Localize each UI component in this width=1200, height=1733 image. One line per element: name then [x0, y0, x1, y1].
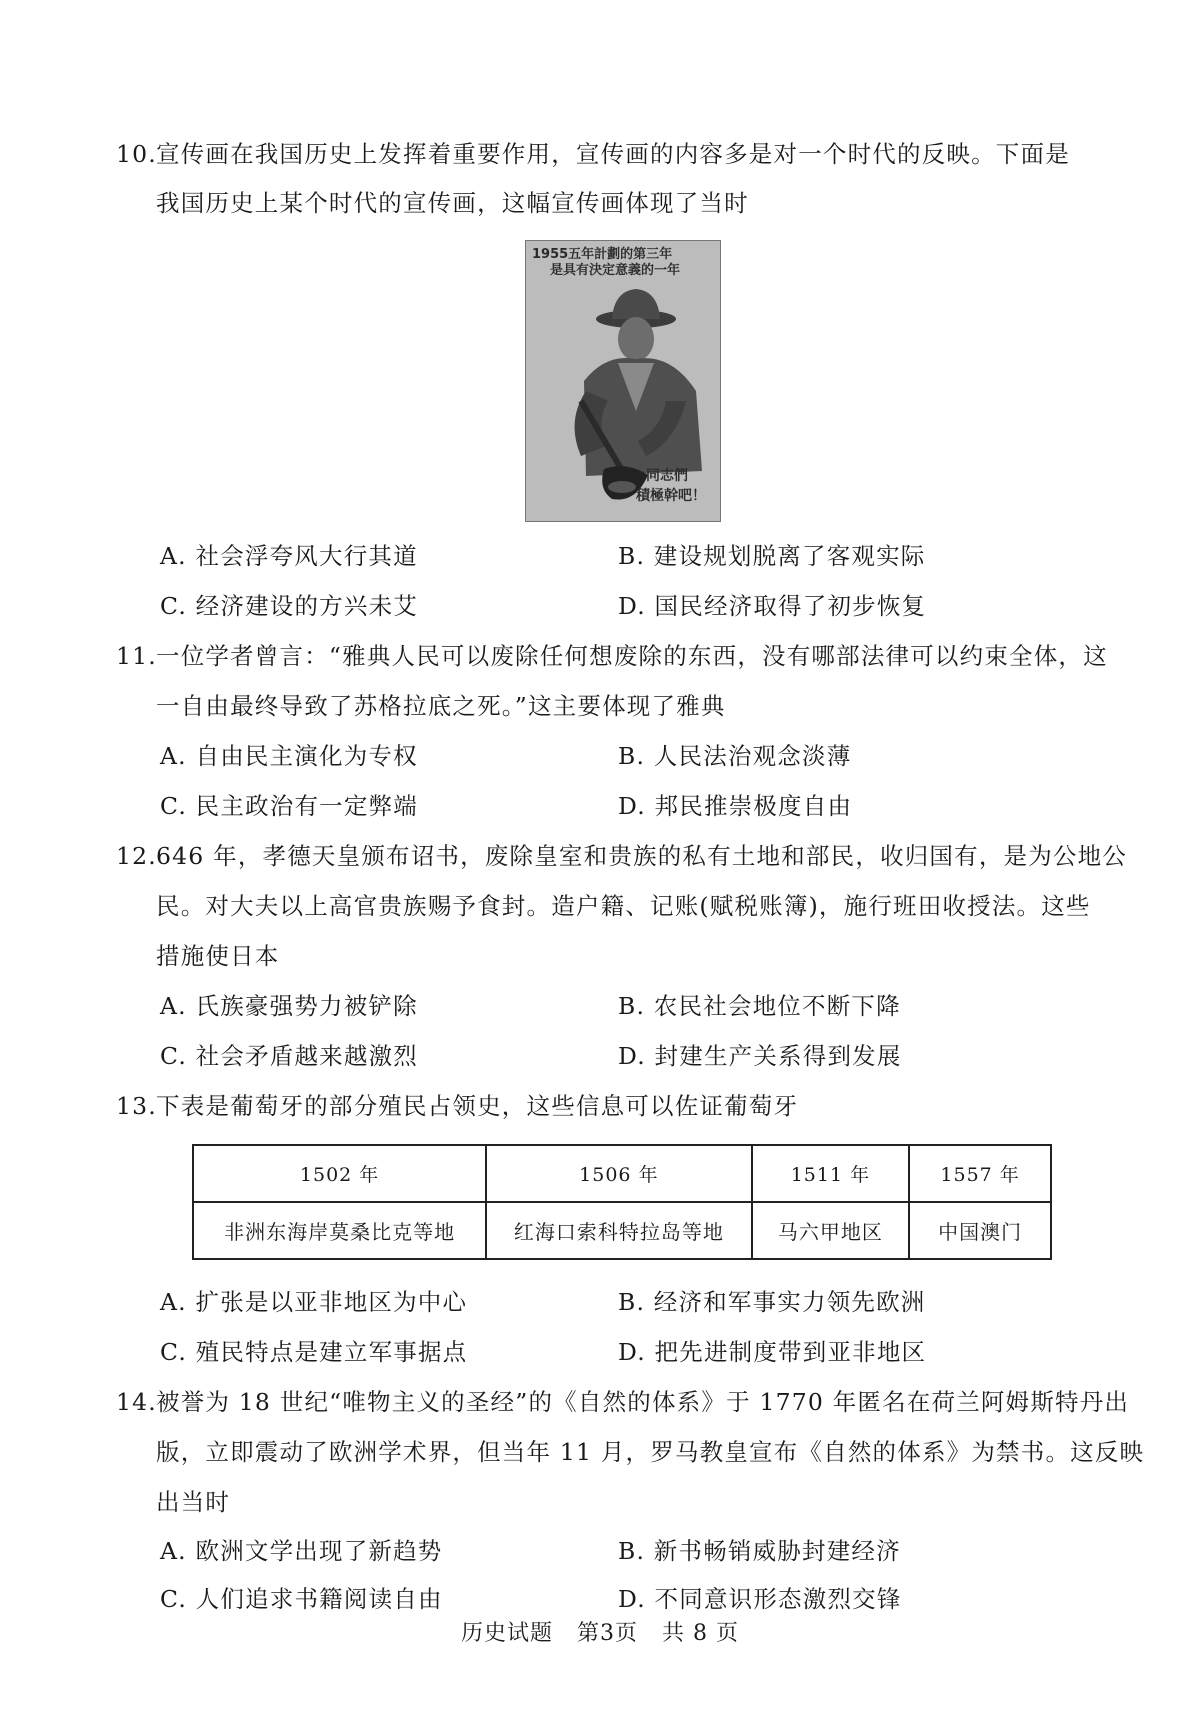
table-row — [193, 1145, 1051, 1202]
question-stem-line: 646 年，孝德天皇颁布诏书，废除皇室和贵族的私有土地和部民，收归国有，是为公地公 — [156, 842, 1128, 870]
question-stem-line: 一位学者曾言：“雅典人民可以废除任何想废除的东西，没有哪部法律可以约束全体，这 — [156, 642, 1108, 670]
question-stem-line: 版，立即震动了欧洲学术界，但当年 11 月，罗马教皇宣布《自然的体系》为禁书。这反映 — [156, 1438, 1145, 1466]
question-stem-line: 一自由最终导致了苏格拉底之死。”这主要体现了雅典 — [156, 692, 726, 720]
option-d[interactable]: D. 国民经济取得了初步恢复 — [618, 592, 927, 620]
table-row — [193, 1202, 1051, 1259]
option-d[interactable]: D. 封建生产关系得到发展 — [618, 1042, 902, 1070]
option-c[interactable]: C. 社会矛盾越来越激烈 — [160, 1042, 418, 1070]
poster-top-slogan: 1955五年計劃的第三年 — [532, 247, 673, 262]
option-a[interactable]: A. 社会浮夸风大行其道 — [160, 542, 418, 570]
page-footer — [0, 1616, 1200, 1647]
table-cell-place: 中国澳门 — [909, 1202, 1051, 1259]
question-number: 11. — [116, 642, 157, 670]
option-a[interactable]: A. 自由民主演化为专权 — [160, 742, 418, 770]
option-b[interactable]: B. 人民法治观念淡薄 — [618, 742, 852, 770]
option-d[interactable]: D. 把先进制度带到亚非地区 — [618, 1338, 927, 1366]
poster-bottom-slogan: 同志們 — [646, 468, 688, 484]
question-stem-line: 我国历史上某个时代的宣传画，这幅宣传画体现了当时 — [156, 189, 749, 217]
question-number: 10. — [116, 140, 157, 168]
option-c[interactable]: C. 殖民特点是建立军事据点 — [160, 1338, 468, 1366]
question-number: 12. — [116, 842, 157, 870]
question-number: 14. — [116, 1388, 157, 1416]
option-b[interactable]: B. 农民社会地位不断下降 — [618, 992, 901, 1020]
option-b[interactable]: B. 建设规划脱离了客观实际 — [618, 542, 926, 570]
table-cell-place: 红海口索科特拉岛等地 — [486, 1202, 751, 1259]
option-d[interactable]: D. 邦民推崇极度自由 — [618, 792, 853, 820]
footer-page-number: 第3页 — [577, 1621, 639, 1646]
footer-total-pages: 共 8 页 — [662, 1621, 739, 1646]
option-c[interactable]: C. 经济建设的方兴未艾 — [160, 592, 418, 620]
option-a[interactable]: A. 氏族豪强势力被铲除 — [160, 992, 418, 1020]
option-a[interactable]: A. 欧洲文学出现了新趋势 — [160, 1537, 443, 1565]
poster-bottom-slogan: 積極幹吧！ — [636, 488, 706, 504]
option-c[interactable]: C. 人们追求书籍阅读自由 — [160, 1585, 443, 1613]
question-stem-line: 措施使日本 — [156, 942, 280, 970]
poster-illustration — [526, 241, 720, 521]
table-cell-year: 1557 年 — [909, 1145, 1051, 1202]
question-stem-line: 宣传画在我国历史上发挥着重要作用，宣传画的内容多是对一个时代的反映。下面是 — [156, 140, 1070, 168]
option-c[interactable]: C. 民主政治有一定弊端 — [160, 792, 418, 820]
option-d[interactable]: D. 不同意识形态激烈交锋 — [618, 1585, 902, 1613]
table-cell-year: 1502 年 — [193, 1145, 486, 1202]
question-number: 13. — [116, 1092, 157, 1120]
table-cell-year: 1506 年 — [486, 1145, 751, 1202]
footer-subject: 历史试题 — [461, 1621, 554, 1646]
table-cell-year: 1511 年 — [752, 1145, 910, 1202]
option-b[interactable]: B. 新书畅销威胁封建经济 — [618, 1537, 901, 1565]
question-stem-line: 出当时 — [156, 1488, 231, 1516]
table-cell-place: 非洲东海岸莫桑比克等地 — [193, 1202, 486, 1259]
option-a[interactable]: A. 扩张是以亚非地区为中心 — [160, 1288, 468, 1316]
table-cell-place: 马六甲地区 — [752, 1202, 910, 1259]
question-stem-line: 民。对大夫以上高官贵族赐予食封。造户籍、记账(赋税账簿)，施行班田收授法。这些 — [156, 892, 1091, 920]
question-stem-line: 被誉为 18 世纪“唯物主义的圣经”的《自然的体系》于 1770 年匿名在荷兰阿姆斯特丹出 — [156, 1388, 1130, 1416]
poster-top-slogan: 是具有決定意義的一年 — [550, 263, 681, 278]
colonial-history-table — [192, 1144, 1052, 1260]
option-b[interactable]: B. 经济和军事实力领先欧洲 — [618, 1288, 926, 1316]
propaganda-poster-image — [525, 240, 721, 522]
question-stem-line: 下表是葡萄牙的部分殖民占领史，这些信息可以佐证葡萄牙 — [156, 1092, 799, 1120]
